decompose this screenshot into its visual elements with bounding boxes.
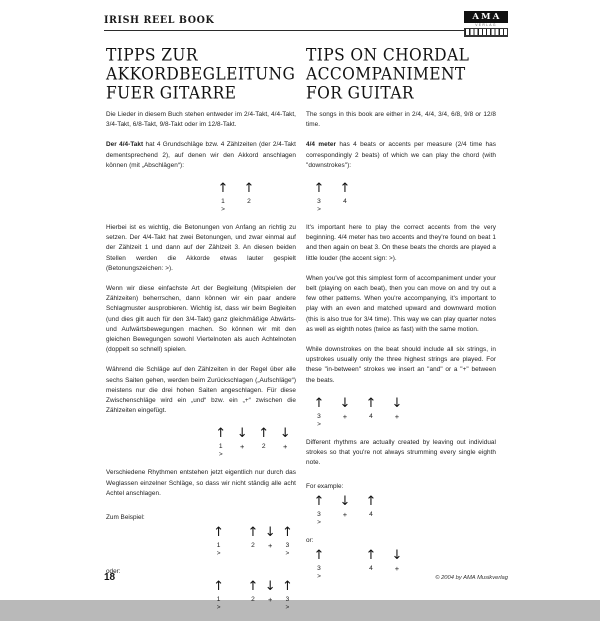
empty-stroke-slot bbox=[384, 494, 410, 509]
beat-label: 1 bbox=[216, 542, 221, 550]
beat-label: 2 bbox=[251, 542, 255, 550]
beat-label: 2 bbox=[261, 443, 266, 451]
upstroke-arrow-icon: ↑ bbox=[365, 395, 377, 411]
upstroke-arrow-icon: ↑ bbox=[313, 181, 325, 197]
beat-cell bbox=[244, 525, 261, 558]
accent-mark: > bbox=[221, 206, 225, 214]
article-titles bbox=[106, 46, 510, 104]
beat-label: 3 bbox=[317, 198, 321, 206]
beat-cell bbox=[306, 181, 332, 214]
accent-mark bbox=[244, 604, 261, 612]
beat-label bbox=[384, 510, 410, 519]
title-english bbox=[306, 46, 502, 103]
paragraph-en-2-rest: has 4 beats or accents per measure (2/4 time has correspondingly 2 beats) of which we can play the chord (with "downstrokes"): bbox=[306, 141, 496, 169]
upstroke-arrow-icon: ↑ bbox=[213, 579, 225, 595]
beat-cell bbox=[332, 181, 358, 214]
accent-mark bbox=[332, 519, 358, 527]
logo-wordmark: AMA bbox=[464, 11, 508, 23]
beat-cell bbox=[210, 426, 232, 459]
beat-row bbox=[306, 494, 496, 527]
beat-label: 4 bbox=[369, 511, 373, 519]
notation-example-english bbox=[306, 494, 496, 528]
beat-label: + bbox=[394, 411, 400, 421]
title-line: AKKORDBEGLEITUNG bbox=[106, 64, 296, 84]
beat-cell bbox=[332, 396, 358, 429]
beat-cell bbox=[210, 181, 236, 214]
beat-label bbox=[410, 510, 436, 519]
accent-mark bbox=[332, 421, 358, 429]
book-title: IRISH REEL BOOK bbox=[104, 14, 215, 27]
accent-mark bbox=[253, 451, 275, 459]
beat-cell bbox=[410, 494, 436, 527]
beat-cell bbox=[306, 396, 332, 429]
paragraph-de-2 bbox=[106, 140, 296, 171]
beat-cell bbox=[384, 396, 410, 429]
accent-mark: > bbox=[216, 604, 221, 612]
beat-label bbox=[227, 595, 244, 604]
upstroke-arrow-icon: ↑ bbox=[258, 426, 270, 442]
paragraph-de-4: Wenn wir diese einfachste Art der Begleitung (Mitspielen der Zählzeiten) beherrschen, dann können wir ein paar andere Schlagmuster ausprobieren. Wichtig ist, dass wir beim Begleiten (und dies gilt auch für den 3/4-Takt) ganz gleichmäßige Abwärts- und Aufwärtsbewegungen machen. So können wir mit den gleichen Bewegungen sowohl Viertelnoten als auch Achtelnoten (doppelt so schnell) spielen. bbox=[106, 285, 296, 354]
beat-label: 2 bbox=[251, 596, 255, 604]
upstroke-arrow-icon: ↑ bbox=[313, 395, 325, 411]
upstroke-arrow-icon: ↑ bbox=[313, 494, 325, 510]
accent-mark: > bbox=[317, 573, 321, 581]
accent-mark: > bbox=[218, 451, 223, 459]
empty-stroke-slot bbox=[410, 548, 436, 563]
upstroke-arrow-icon: ↑ bbox=[215, 426, 227, 442]
notation-basic-german bbox=[106, 181, 296, 215]
paragraph-de-5: Während die Schläge auf den Zählzeiten in der Regel über alle sechs Saiten gehen, werden beim Zurückschlagen („Aufschläge“) meistens nur die drei hohen Saiten angeschlagen. Für diese Zwischenschläge wird ein „und“ bzw. ein „+“ zwischen die Zählzeiten eingefügt. bbox=[106, 366, 296, 415]
paragraph-de-3: Hierbei ist es wichtig, die Betonungen von Anfang an richtig zu setzen. Der 4/4-Takt hat zwei Betonungen, und zwar einmal auf der Zählzeit 1 und dann auf der Zählzeit 3. An diesen beiden Stellen werden die Akkorde etwas lauter gespielt (Betonungszeichen: >). bbox=[106, 224, 296, 272]
accent-mark bbox=[275, 451, 297, 459]
accent-mark: > bbox=[317, 206, 321, 214]
upstroke-arrow-icon: ↑ bbox=[281, 525, 293, 541]
or-label-english: or: bbox=[306, 537, 314, 545]
beat-cell bbox=[262, 525, 279, 558]
beat-label: 3 bbox=[317, 565, 321, 573]
paragraph-de-6: Verschiedene Rhythmen entstehen jetzt eigentlich nur durch das Weglassen einzelner Schläge, so dass wir nicht ständig alle acht Achtel anschlagen. bbox=[106, 469, 296, 497]
upstroke-arrow-icon: ↑ bbox=[281, 579, 293, 595]
beat-label: 1 bbox=[218, 443, 223, 451]
title-line: TIPS ON CHORDAL bbox=[306, 45, 470, 65]
paragraph-en-4: When you've got this simplest form of accompaniment under your belt (playing on each beat), then you can move on and try out a few other patterns. When you're accompanying, it's important to play with an even and matched upward and downward motion (this is also true for 3/4 time). This way we can play quarter notes as well as eighth notes (twice as fast) with the same motion. bbox=[306, 274, 496, 333]
header-divider bbox=[104, 30, 508, 31]
notation-eighths-german bbox=[106, 426, 296, 460]
accent-mark: > bbox=[317, 420, 321, 428]
page-header bbox=[104, 11, 508, 36]
example-label-german: Zum Beispiel: bbox=[106, 514, 145, 522]
beat-label: 3 bbox=[285, 542, 290, 550]
downstroke-arrow-icon: ↓ bbox=[279, 426, 291, 442]
beat-cell bbox=[358, 494, 384, 527]
beat-label: + bbox=[240, 442, 245, 452]
empty-stroke-slot bbox=[410, 494, 436, 509]
upstroke-arrow-icon: ↑ bbox=[339, 181, 351, 197]
beat-label: 1 bbox=[221, 198, 225, 206]
downstroke-arrow-icon: ↓ bbox=[339, 494, 351, 510]
upstroke-arrow-icon: ↑ bbox=[213, 525, 225, 541]
or-label-german: oder: bbox=[106, 568, 121, 576]
title-line: ACCOMPANIMENT bbox=[306, 64, 466, 84]
ama-logo bbox=[464, 11, 508, 37]
beat-cell bbox=[384, 494, 410, 527]
copyright-notice: © 2004 by AMA Musikverlag bbox=[435, 575, 508, 581]
upstroke-arrow-icon: ↑ bbox=[365, 494, 377, 510]
upstroke-arrow-icon: ↑ bbox=[243, 181, 255, 197]
upstroke-arrow-icon: ↑ bbox=[217, 181, 229, 197]
accent-mark: > bbox=[285, 550, 290, 558]
upstroke-arrow-icon: ↑ bbox=[365, 548, 377, 564]
paragraph-en-6: Different rhythms are actually created by leaving out individual strokes so that you're not always strumming every single eighth note. bbox=[306, 438, 496, 467]
accent-mark: > bbox=[285, 604, 290, 612]
beat-cell bbox=[279, 525, 296, 558]
downstroke-arrow-icon: ↓ bbox=[391, 395, 403, 411]
beat-label: + bbox=[342, 411, 348, 421]
example-label-english: For example: bbox=[306, 483, 344, 491]
beat-label: 4 bbox=[343, 198, 347, 206]
downstroke-arrow-icon: ↓ bbox=[391, 548, 403, 564]
upstroke-arrow-icon: ↑ bbox=[247, 525, 259, 541]
accent-mark bbox=[236, 206, 262, 214]
paragraph-en-2 bbox=[306, 140, 496, 171]
downstroke-arrow-icon: ↓ bbox=[339, 395, 351, 411]
logo-subtext: VERLAG bbox=[475, 22, 497, 27]
accent-mark bbox=[244, 550, 261, 558]
page-number: 18 bbox=[104, 572, 116, 583]
upstroke-arrow-icon: ↑ bbox=[313, 548, 325, 564]
beat-cell bbox=[227, 525, 244, 558]
beat-cell bbox=[253, 426, 275, 459]
beat-row bbox=[306, 396, 496, 429]
accent-mark bbox=[358, 519, 384, 527]
title-line: FUER GITARRE bbox=[106, 83, 237, 103]
beat-row bbox=[106, 426, 296, 459]
downstroke-arrow-icon: ↓ bbox=[264, 579, 276, 595]
beat-label: 3 bbox=[317, 412, 321, 420]
beat-label: 1 bbox=[216, 596, 221, 604]
beat-cell bbox=[232, 426, 254, 459]
notation-example-german bbox=[106, 525, 296, 559]
accent-mark bbox=[384, 421, 410, 429]
title-line: TIPPS ZUR bbox=[106, 45, 198, 65]
page-footer bbox=[104, 572, 508, 588]
beat-label: + bbox=[394, 564, 400, 574]
beat-cell bbox=[306, 494, 332, 527]
beat-label: + bbox=[268, 595, 273, 605]
beat-label: 2 bbox=[247, 198, 251, 206]
title-german bbox=[106, 46, 302, 103]
paragraph-de-2-rest: hat 4 Grundschläge bzw. 4 Zählzeiten (der 2/4-Takt dementsprechend 2), auf denen wir den Akkord anschlagen können (mit „Abschlägen“): bbox=[106, 141, 296, 169]
empty-stroke-slot bbox=[227, 525, 244, 540]
beat-label: 3 bbox=[317, 511, 321, 519]
column-english bbox=[306, 110, 496, 590]
beat-row bbox=[106, 525, 296, 558]
title-line: FOR GUITAR bbox=[306, 83, 414, 103]
accent-mark bbox=[384, 519, 410, 527]
beat-cell bbox=[332, 494, 358, 527]
beat-cell bbox=[236, 181, 262, 214]
accent-mark bbox=[410, 519, 436, 527]
piano-keys-icon bbox=[464, 28, 508, 37]
beat-label: + bbox=[283, 442, 288, 452]
empty-stroke-slot bbox=[332, 548, 358, 563]
beat-cell bbox=[275, 426, 297, 459]
beat-row bbox=[306, 181, 496, 214]
paragraph-en-2-bold: 4/4 meter bbox=[306, 141, 337, 149]
paragraph-en-3: It's important here to play the correct accents from the very beginning. 4/4 meter has two accents and they're found on beat 1 and then again on beat 3. On these beats the chords are played a little louder (the accent sign: >). bbox=[306, 224, 496, 262]
accent-mark bbox=[358, 421, 384, 429]
beat-label: 3 bbox=[285, 596, 290, 604]
beat-cell bbox=[358, 396, 384, 429]
notation-basic-english bbox=[306, 181, 496, 215]
paragraph-en-5: While downstrokes on the beat should include all six strings, in upstrokes usually only the three highest strings are played. For these "in-between" strokes we insert an "and" or a "+" between the beats. bbox=[306, 346, 496, 384]
beat-label bbox=[227, 541, 244, 550]
accent-mark bbox=[262, 550, 279, 558]
beat-row bbox=[106, 181, 296, 214]
downstroke-arrow-icon: ↓ bbox=[236, 426, 248, 442]
accent-mark bbox=[227, 550, 244, 558]
paragraph-de-1: Die Lieder in diesem Buch stehen entweder im 2/4-Takt, 4/4-Takt, 3/4-Takt, 6/8-Takt, 9/8-Takt oder im 12/8-Takt. bbox=[106, 111, 296, 129]
accent-mark bbox=[232, 451, 254, 459]
paragraph-de-2-bold: Der 4/4-Takt bbox=[106, 141, 144, 149]
accent-mark: > bbox=[317, 519, 321, 527]
notation-eighths-english bbox=[306, 396, 496, 430]
beat-cell bbox=[210, 525, 227, 558]
beat-label: 4 bbox=[369, 565, 373, 573]
accent-mark bbox=[332, 206, 358, 214]
upstroke-arrow-icon: ↑ bbox=[247, 579, 259, 595]
downstroke-arrow-icon: ↓ bbox=[264, 525, 276, 541]
accent-mark bbox=[262, 604, 279, 612]
column-german bbox=[106, 110, 296, 621]
paragraph-en-1: The songs in this book are either in 2/4, 4/4, 3/4, 6/8, 9/8 or 12/8 time. bbox=[306, 111, 496, 129]
beat-label: + bbox=[342, 510, 348, 520]
accent-mark bbox=[227, 604, 244, 612]
beat-label: 4 bbox=[369, 412, 373, 420]
accent-mark: > bbox=[216, 550, 221, 558]
beat-label: + bbox=[268, 541, 273, 551]
